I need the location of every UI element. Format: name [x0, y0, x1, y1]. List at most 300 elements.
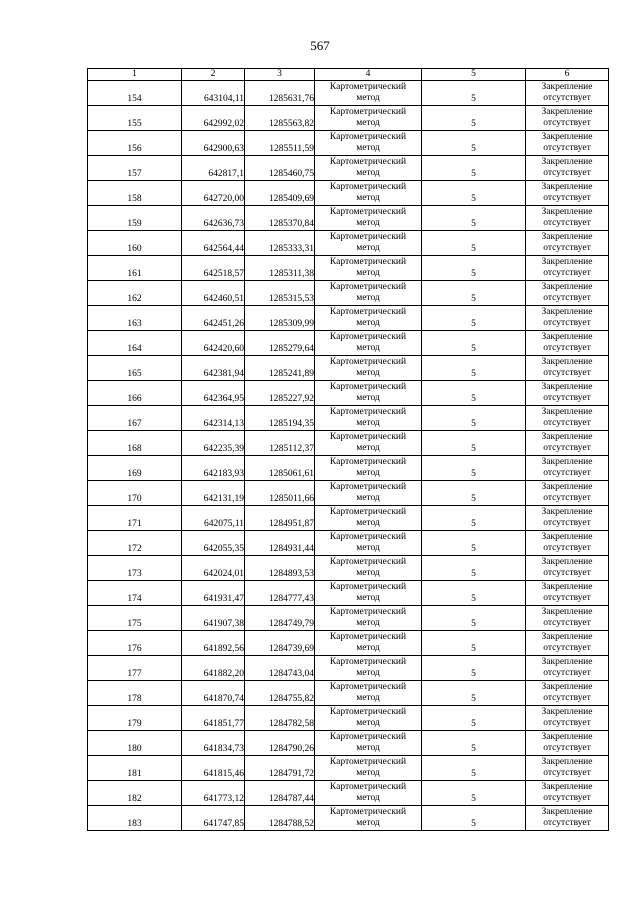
table-header-row	[88, 69, 609, 81]
method-line-1: Картометрический	[329, 82, 407, 92]
fixation-cell	[526, 656, 609, 681]
table-row	[88, 206, 609, 231]
y-coordinate-cell: 1284739,69	[245, 631, 315, 656]
method-line-1: Картометрический	[329, 807, 407, 817]
table-row	[88, 756, 609, 781]
method-line-1: Картометрический	[329, 132, 407, 142]
fixation-line-1: Закрепление	[541, 682, 593, 692]
point-number-cell: 172	[88, 531, 182, 556]
accuracy-cell: 5	[422, 781, 526, 806]
y-coordinate-cell: 1285460,75	[245, 156, 315, 181]
table-row	[88, 556, 609, 581]
method-cell	[315, 706, 422, 731]
method-line-1: Картометрический	[329, 482, 407, 492]
method-line-2: метод	[356, 643, 380, 653]
accuracy-cell: 5	[422, 356, 526, 381]
fixation-line-2: отсутствует	[543, 543, 591, 553]
point-number-cell: 179	[88, 706, 182, 731]
method-cell	[315, 731, 422, 756]
fixation-cell	[526, 681, 609, 706]
table-row	[88, 331, 609, 356]
method-line-2: метод	[356, 218, 380, 228]
accuracy-cell: 5	[422, 256, 526, 281]
table-row	[88, 431, 609, 456]
point-number-cell: 154	[88, 81, 182, 106]
y-coordinate-cell: 1285511,59	[245, 131, 315, 156]
method-line-1: Картометрический	[329, 357, 407, 367]
fixation-line-1: Закрепление	[541, 732, 593, 742]
method-line-1: Картометрический	[329, 757, 407, 767]
fixation-line-2: отсутствует	[543, 418, 591, 428]
table-row	[88, 106, 609, 131]
table-row	[88, 456, 609, 481]
table-row	[88, 706, 609, 731]
fixation-line-1: Закрепление	[541, 707, 593, 717]
accuracy-cell: 5	[422, 581, 526, 606]
fixation-line-2: отсутствует	[543, 218, 591, 228]
table-row	[88, 81, 609, 106]
fixation-cell	[526, 531, 609, 556]
method-cell	[315, 631, 422, 656]
point-number-cell: 180	[88, 731, 182, 756]
y-coordinate-cell: 1284787,44	[245, 781, 315, 806]
fixation-cell	[526, 356, 609, 381]
fixation-line-1: Закрепление	[541, 407, 593, 417]
method-line-2: метод	[356, 393, 380, 403]
method-line-2: метод	[356, 93, 380, 103]
table-row	[88, 131, 609, 156]
method-line-2: метод	[356, 168, 380, 178]
method-line-1: Картометрический	[329, 382, 407, 392]
point-number-cell: 157	[88, 156, 182, 181]
accuracy-cell: 5	[422, 106, 526, 131]
fixation-cell	[526, 81, 609, 106]
y-coordinate-cell: 1285409,69	[245, 181, 315, 206]
fixation-line-2: отсутствует	[543, 518, 591, 528]
table-row	[88, 281, 609, 306]
point-number-cell: 167	[88, 406, 182, 431]
fixation-cell	[526, 606, 609, 631]
point-number-cell: 171	[88, 506, 182, 531]
point-number-cell: 181	[88, 756, 182, 781]
fixation-line-1: Закрепление	[541, 632, 593, 642]
method-cell	[315, 456, 422, 481]
table-body	[88, 81, 609, 831]
fixation-cell	[526, 431, 609, 456]
x-coordinate-cell: 642314,13	[182, 406, 245, 431]
point-number-cell: 182	[88, 781, 182, 806]
point-number-cell: 169	[88, 456, 182, 481]
x-coordinate-cell: 641931,47	[182, 581, 245, 606]
x-coordinate-cell: 642900,63	[182, 131, 245, 156]
fixation-line-2: отсутствует	[543, 693, 591, 703]
fixation-line-1: Закрепление	[541, 482, 593, 492]
method-line-2: метод	[356, 343, 380, 353]
method-line-1: Картометрический	[329, 607, 407, 617]
y-coordinate-cell: 1284951,87	[245, 506, 315, 531]
header-col-5: 5	[422, 69, 526, 81]
y-coordinate-cell: 1285194,35	[245, 406, 315, 431]
method-cell	[315, 656, 422, 681]
fixation-line-1: Закрепление	[541, 82, 593, 92]
fixation-cell	[526, 481, 609, 506]
method-line-2: метод	[356, 743, 380, 753]
y-coordinate-cell: 1285011,66	[245, 481, 315, 506]
method-cell	[315, 531, 422, 556]
x-coordinate-cell: 641851,77	[182, 706, 245, 731]
fixation-line-1: Закрепление	[541, 532, 593, 542]
x-coordinate-cell: 642817,1	[182, 156, 245, 181]
x-coordinate-cell: 641882,20	[182, 656, 245, 681]
x-coordinate-cell: 643104,11	[182, 81, 245, 106]
table-row	[88, 681, 609, 706]
y-coordinate-cell: 1285631,76	[245, 81, 315, 106]
y-coordinate-cell: 1284782,58	[245, 706, 315, 731]
method-line-2: метод	[356, 443, 380, 453]
fixation-line-1: Закрепление	[541, 457, 593, 467]
y-coordinate-cell: 1285112,37	[245, 431, 315, 456]
method-line-1: Картометрический	[329, 407, 407, 417]
fixation-line-2: отсутствует	[543, 793, 591, 803]
accuracy-cell: 5	[422, 506, 526, 531]
method-cell	[315, 381, 422, 406]
fixation-line-2: отсутствует	[543, 643, 591, 653]
fixation-cell	[526, 381, 609, 406]
accuracy-cell: 5	[422, 131, 526, 156]
method-line-2: метод	[356, 543, 380, 553]
fixation-line-1: Закрепление	[541, 307, 593, 317]
fixation-line-1: Закрепление	[541, 107, 593, 117]
point-number-cell: 166	[88, 381, 182, 406]
x-coordinate-cell: 642024,01	[182, 556, 245, 581]
method-cell	[315, 331, 422, 356]
method-cell	[315, 231, 422, 256]
point-number-cell: 177	[88, 656, 182, 681]
accuracy-cell: 5	[422, 756, 526, 781]
point-number-cell: 170	[88, 481, 182, 506]
method-line-2: метод	[356, 143, 380, 153]
point-number-cell: 162	[88, 281, 182, 306]
method-line-1: Картометрический	[329, 457, 407, 467]
method-cell	[315, 81, 422, 106]
point-number-cell: 159	[88, 206, 182, 231]
method-line-1: Картометрический	[329, 232, 407, 242]
method-line-2: метод	[356, 568, 380, 578]
method-cell	[315, 506, 422, 531]
fixation-line-2: отсутствует	[543, 718, 591, 728]
method-cell	[315, 356, 422, 381]
method-line-2: метод	[356, 368, 380, 378]
fixation-cell	[526, 331, 609, 356]
method-cell	[315, 306, 422, 331]
fixation-line-1: Закрепление	[541, 257, 593, 267]
fixation-cell	[526, 806, 609, 831]
method-line-2: метод	[356, 518, 380, 528]
fixation-cell	[526, 206, 609, 231]
accuracy-cell: 5	[422, 531, 526, 556]
y-coordinate-cell: 1285333,31	[245, 231, 315, 256]
accuracy-cell: 5	[422, 431, 526, 456]
accuracy-cell: 5	[422, 156, 526, 181]
point-number-cell: 161	[88, 256, 182, 281]
method-line-2: метод	[356, 793, 380, 803]
x-coordinate-cell: 642460,51	[182, 281, 245, 306]
fixation-line-2: отсутствует	[543, 768, 591, 778]
fixation-line-2: отсутствует	[543, 493, 591, 503]
method-line-2: метод	[356, 118, 380, 128]
method-line-1: Картометрический	[329, 332, 407, 342]
accuracy-cell: 5	[422, 681, 526, 706]
accuracy-cell: 5	[422, 631, 526, 656]
method-line-1: Картометрический	[329, 707, 407, 717]
accuracy-cell: 5	[422, 806, 526, 831]
accuracy-cell: 5	[422, 556, 526, 581]
accuracy-cell: 5	[422, 606, 526, 631]
point-number-cell: 156	[88, 131, 182, 156]
table-row	[88, 581, 609, 606]
fixation-cell	[526, 281, 609, 306]
y-coordinate-cell: 1285563,82	[245, 106, 315, 131]
x-coordinate-cell: 642364,95	[182, 381, 245, 406]
x-coordinate-cell: 642451,26	[182, 306, 245, 331]
table-row	[88, 606, 609, 631]
point-number-cell: 178	[88, 681, 182, 706]
fixation-cell	[526, 506, 609, 531]
method-cell	[315, 431, 422, 456]
fixation-cell	[526, 556, 609, 581]
fixation-line-1: Закрепление	[541, 382, 593, 392]
fixation-cell	[526, 306, 609, 331]
method-line-1: Картометрический	[329, 182, 407, 192]
fixation-line-1: Закрепление	[541, 232, 593, 242]
fixation-line-2: отсутствует	[543, 118, 591, 128]
point-number-cell: 165	[88, 356, 182, 381]
method-line-1: Картометрический	[329, 507, 407, 517]
point-number-cell: 175	[88, 606, 182, 631]
fixation-cell	[526, 456, 609, 481]
method-line-1: Картометрический	[329, 732, 407, 742]
point-number-cell: 174	[88, 581, 182, 606]
fixation-line-1: Закрепление	[541, 207, 593, 217]
method-line-1: Картометрический	[329, 582, 407, 592]
method-line-2: метод	[356, 318, 380, 328]
fixation-line-2: отсутствует	[543, 193, 591, 203]
y-coordinate-cell: 1285315,53	[245, 281, 315, 306]
header-col-4: 4	[315, 69, 422, 81]
fixation-line-2: отсутствует	[543, 468, 591, 478]
fixation-line-2: отсутствует	[543, 743, 591, 753]
accuracy-cell: 5	[422, 656, 526, 681]
fixation-line-1: Закрепление	[541, 157, 593, 167]
method-cell	[315, 756, 422, 781]
point-number-cell: 183	[88, 806, 182, 831]
method-cell	[315, 406, 422, 431]
fixation-cell	[526, 781, 609, 806]
point-number-cell: 173	[88, 556, 182, 581]
method-line-2: метод	[356, 668, 380, 678]
method-line-2: метод	[356, 418, 380, 428]
y-coordinate-cell: 1284788,52	[245, 806, 315, 831]
table-row	[88, 156, 609, 181]
fixation-line-1: Закрепление	[541, 757, 593, 767]
method-line-1: Картометрический	[329, 157, 407, 167]
table-row	[88, 256, 609, 281]
fixation-line-2: отсутствует	[543, 268, 591, 278]
header-col-1: 1	[88, 69, 182, 81]
point-number-cell: 160	[88, 231, 182, 256]
fixation-line-1: Закрепление	[541, 807, 593, 817]
x-coordinate-cell: 642055,35	[182, 531, 245, 556]
point-number-cell: 155	[88, 106, 182, 131]
table-row	[88, 781, 609, 806]
fixation-line-2: отсутствует	[543, 618, 591, 628]
table-row	[88, 631, 609, 656]
fixation-cell	[526, 181, 609, 206]
method-line-1: Картометрический	[329, 557, 407, 567]
header-col-2: 2	[182, 69, 245, 81]
y-coordinate-cell: 1284777,43	[245, 581, 315, 606]
y-coordinate-cell: 1284755,82	[245, 681, 315, 706]
method-cell	[315, 106, 422, 131]
method-line-1: Картометрический	[329, 282, 407, 292]
x-coordinate-cell: 641870,74	[182, 681, 245, 706]
page-number: 567	[310, 38, 330, 53]
accuracy-cell: 5	[422, 331, 526, 356]
y-coordinate-cell: 1284743,04	[245, 656, 315, 681]
x-coordinate-cell: 641747,85	[182, 806, 245, 831]
table-row	[88, 731, 609, 756]
method-cell	[315, 281, 422, 306]
method-line-2: метод	[356, 593, 380, 603]
method-cell	[315, 481, 422, 506]
method-line-1: Картометрический	[329, 257, 407, 267]
fixation-cell	[526, 156, 609, 181]
fixation-line-1: Закрепление	[541, 132, 593, 142]
y-coordinate-cell: 1285370,84	[245, 206, 315, 231]
table-row	[88, 381, 609, 406]
method-line-1: Картометрический	[329, 682, 407, 692]
x-coordinate-cell: 641892,56	[182, 631, 245, 656]
table-row	[88, 306, 609, 331]
fixation-cell	[526, 231, 609, 256]
x-coordinate-cell: 642992,02	[182, 106, 245, 131]
fixation-cell	[526, 256, 609, 281]
accuracy-cell: 5	[422, 306, 526, 331]
x-coordinate-cell: 642720,00	[182, 181, 245, 206]
fixation-cell	[526, 106, 609, 131]
method-line-1: Картометрический	[329, 657, 407, 667]
accuracy-cell: 5	[422, 481, 526, 506]
fixation-cell	[526, 406, 609, 431]
fixation-cell	[526, 581, 609, 606]
accuracy-cell: 5	[422, 81, 526, 106]
method-line-2: метод	[356, 693, 380, 703]
x-coordinate-cell: 642183,93	[182, 456, 245, 481]
fixation-line-2: отсутствует	[543, 243, 591, 253]
table-row	[88, 231, 609, 256]
y-coordinate-cell: 1284791,72	[245, 756, 315, 781]
fixation-line-2: отсутствует	[543, 368, 591, 378]
fixation-line-2: отсутствует	[543, 568, 591, 578]
fixation-cell	[526, 631, 609, 656]
fixation-cell	[526, 731, 609, 756]
y-coordinate-cell: 1284893,53	[245, 556, 315, 581]
method-line-1: Картометрический	[329, 632, 407, 642]
point-number-cell: 158	[88, 181, 182, 206]
method-line-2: метод	[356, 768, 380, 778]
method-line-1: Картометрический	[329, 432, 407, 442]
accuracy-cell: 5	[422, 406, 526, 431]
x-coordinate-cell: 641834,73	[182, 731, 245, 756]
accuracy-cell: 5	[422, 456, 526, 481]
y-coordinate-cell: 1284749,79	[245, 606, 315, 631]
method-line-2: метод	[356, 268, 380, 278]
point-number-cell: 163	[88, 306, 182, 331]
accuracy-cell: 5	[422, 381, 526, 406]
fixation-line-1: Закрепление	[541, 582, 593, 592]
method-cell	[315, 206, 422, 231]
method-line-1: Картометрический	[329, 107, 407, 117]
method-line-2: метод	[356, 468, 380, 478]
method-line-2: метод	[356, 618, 380, 628]
accuracy-cell: 5	[422, 206, 526, 231]
accuracy-cell: 5	[422, 731, 526, 756]
fixation-line-1: Закрепление	[541, 357, 593, 367]
x-coordinate-cell: 642381,94	[182, 356, 245, 381]
table-row	[88, 406, 609, 431]
accuracy-cell: 5	[422, 706, 526, 731]
point-number-cell: 176	[88, 631, 182, 656]
y-coordinate-cell: 1284931,44	[245, 531, 315, 556]
method-cell	[315, 256, 422, 281]
y-coordinate-cell: 1285061,61	[245, 456, 315, 481]
x-coordinate-cell: 642131,19	[182, 481, 245, 506]
fixation-line-2: отсутствует	[543, 343, 591, 353]
method-cell	[315, 181, 422, 206]
fixation-line-2: отсутствует	[543, 443, 591, 453]
method-cell	[315, 581, 422, 606]
fixation-cell	[526, 131, 609, 156]
point-number-cell: 168	[88, 431, 182, 456]
table-row	[88, 506, 609, 531]
fixation-line-2: отсутствует	[543, 593, 591, 603]
x-coordinate-cell: 641773,12	[182, 781, 245, 806]
fixation-line-1: Закрепление	[541, 607, 593, 617]
fixation-cell	[526, 706, 609, 731]
x-coordinate-cell: 642235,39	[182, 431, 245, 456]
method-line-2: метод	[356, 193, 380, 203]
y-coordinate-cell: 1285241,89	[245, 356, 315, 381]
method-line-1: Картометрический	[329, 307, 407, 317]
method-cell	[315, 156, 422, 181]
fixation-line-1: Закрепление	[541, 182, 593, 192]
coordinates-table	[87, 68, 609, 831]
table-row	[88, 656, 609, 681]
fixation-line-2: отсутствует	[543, 393, 591, 403]
accuracy-cell: 5	[422, 181, 526, 206]
y-coordinate-cell: 1285311,38	[245, 256, 315, 281]
method-cell	[315, 681, 422, 706]
x-coordinate-cell: 642564,44	[182, 231, 245, 256]
method-line-1: Картометрический	[329, 782, 407, 792]
method-line-2: метод	[356, 718, 380, 728]
fixation-line-2: отсутствует	[543, 668, 591, 678]
method-line-2: метод	[356, 293, 380, 303]
fixation-line-1: Закрепление	[541, 782, 593, 792]
y-coordinate-cell: 1284790,26	[245, 731, 315, 756]
method-line-2: метод	[356, 243, 380, 253]
x-coordinate-cell: 642075,11	[182, 506, 245, 531]
